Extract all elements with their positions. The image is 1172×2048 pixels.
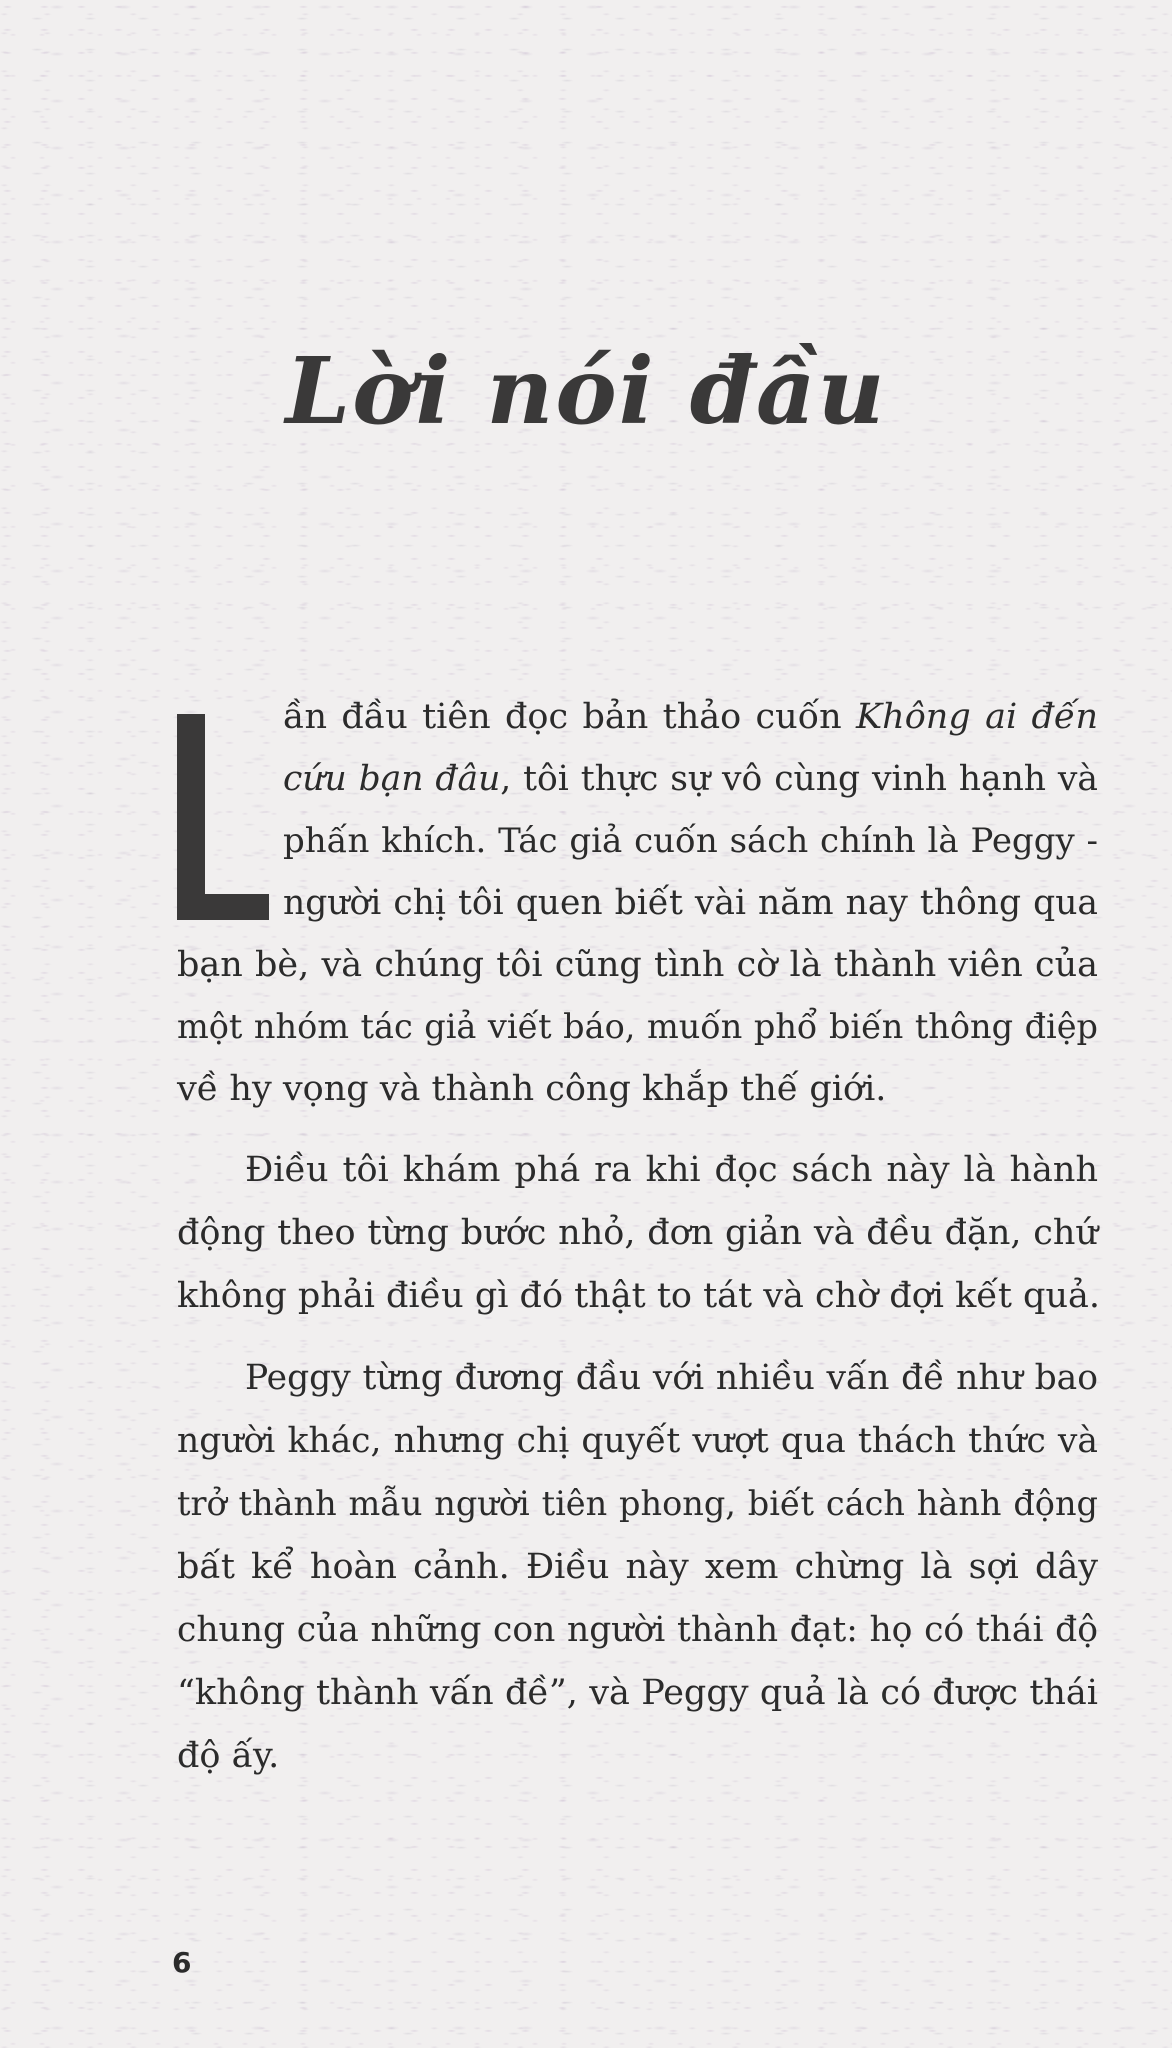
book-title-italic: cứu bạn đâu bbox=[283, 759, 501, 799]
paragraph-1-line-1 bbox=[283, 697, 1098, 737]
book-title-italic: Không ai đến bbox=[856, 697, 1098, 737]
drop-cap-stem bbox=[177, 714, 205, 920]
paragraph-1-line-7: về hy vọng và thành công khắp thế giới. bbox=[177, 1069, 887, 1109]
paragraph-3-line-1: Peggy từng đương đầu với nhiều vấn đề như bao bbox=[245, 1358, 1098, 1398]
paragraph-3-line-6: “không thành vấn đề”, và Peggy quả là có được thái bbox=[177, 1673, 1098, 1713]
paragraph-1-line-4: người chị tôi quen biết vài năm nay thông qua bbox=[283, 883, 1098, 923]
page-number: 6 bbox=[172, 1946, 192, 1979]
text-run: , tôi thực sự vô cùng vinh hạnh và bbox=[500, 759, 1098, 799]
paragraph-3-line-7: độ ấy. bbox=[177, 1736, 280, 1776]
text-run: ần đầu tiên đọc bản thảo cuốn bbox=[283, 697, 857, 737]
paragraph-3-line-2: người khác, nhưng chị quyết vượt qua thách thức và bbox=[177, 1421, 1098, 1461]
paragraph-3-line-5: chung của những con người thành đạt: họ có thái độ bbox=[177, 1610, 1098, 1650]
paragraph-1-line-2 bbox=[283, 759, 1098, 799]
paragraph-3-line-4: bất kể hoàn cảnh. Điều này xem chừng là sợi dây bbox=[177, 1547, 1098, 1587]
paragraph-1-line-3: phấn khích. Tác giả cuốn sách chính là Peggy - bbox=[283, 821, 1098, 861]
page-title: Lời nói đầu bbox=[285, 337, 887, 445]
paragraph-1-line-5: bạn bè, và chúng tôi cũng tình cờ là thành viên của bbox=[177, 945, 1098, 985]
paragraph-2-line-2: động theo từng bước nhỏ, đơn giản và đều đặn, chứ bbox=[177, 1213, 1098, 1253]
paragraph-2-line-3: không phải điều gì đó thật to tát và chờ đợi kết quả. bbox=[177, 1276, 1100, 1316]
paragraph-2-line-1: Điều tôi khám phá ra khi đọc sách này là hành bbox=[245, 1150, 1098, 1190]
drop-cap-letter-l bbox=[177, 714, 269, 920]
paragraph-3-line-3: trở thành mẫu người tiên phong, biết cách hành động bbox=[177, 1484, 1098, 1523]
drop-cap-foot bbox=[177, 894, 269, 920]
paragraph-1-line-6: một nhóm tác giả viết báo, muốn phổ biến thông điệp bbox=[177, 1007, 1098, 1046]
